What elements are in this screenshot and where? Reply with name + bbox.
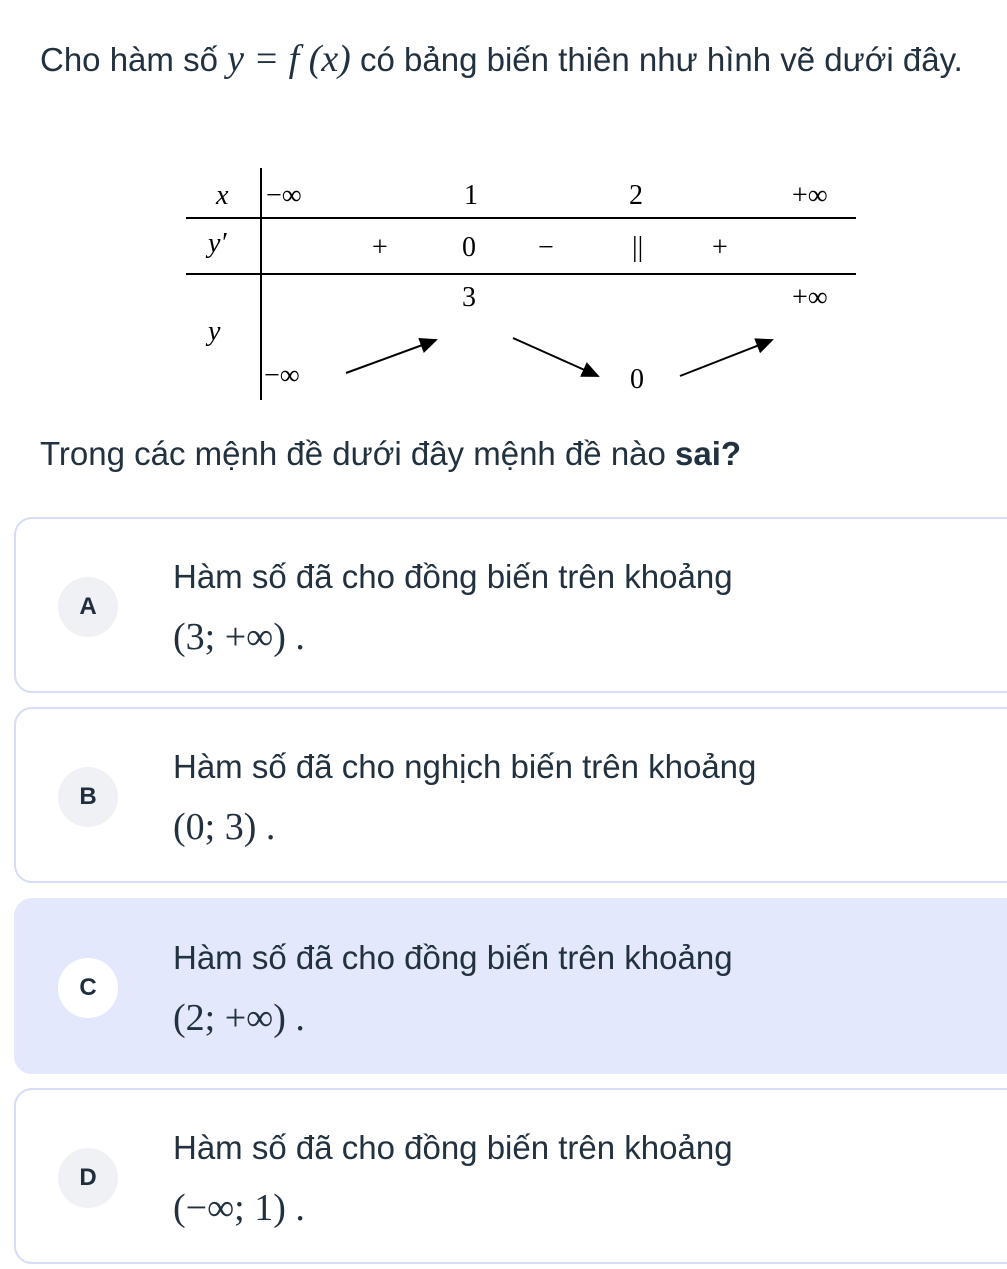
option-b-badge: B [58, 767, 118, 827]
option-d-math: (−∞; 1) . [173, 1187, 305, 1229]
question-text [40, 30, 990, 89]
option-d[interactable] [14, 1088, 1007, 1264]
option-b-text: Hàm số đã cho nghịch biến trên khoảng [173, 748, 757, 785]
y-value-max: 3 [462, 282, 476, 313]
question-text-after: có bảng biến thiên như hình vẽ dưới đây. [350, 41, 963, 78]
option-d-badge: D [58, 1148, 118, 1208]
yprime-undefined: || [632, 232, 644, 263]
option-c-text: Hàm số đã cho đồng biến trên khoảng [173, 939, 733, 976]
option-b-math: (0; 3) . [173, 806, 276, 848]
x-value-1: 1 [464, 180, 478, 211]
option-c-math: (2; +∞) . [173, 997, 305, 1039]
option-a[interactable] [14, 517, 1007, 693]
question-prompt [40, 428, 990, 480]
y-value-pos-inf: +∞ [792, 282, 828, 313]
option-a-text: Hàm số đã cho đồng biến trên khoảng [173, 558, 733, 595]
option-a-math: (3; +∞) . [173, 616, 305, 658]
option-a-badge: A [58, 577, 118, 637]
arrow-increasing-2 [680, 340, 772, 376]
x-value-neg-inf: −∞ [266, 180, 302, 211]
x-value-pos-inf: +∞ [792, 180, 828, 211]
prompt-emphasis: sai? [675, 435, 742, 472]
row-label-yprime: y′ [208, 228, 227, 259]
option-d-text: Hàm số đã cho đồng biến trên khoảng [173, 1129, 733, 1166]
option-c-badge: C [58, 958, 118, 1018]
option-b[interactable] [14, 707, 1007, 883]
row-label-x: x [216, 180, 229, 211]
y-value-min: 0 [630, 364, 644, 395]
option-c[interactable] [14, 898, 1007, 1074]
yprime-sign-2: − [538, 232, 554, 263]
x-value-2: 2 [629, 180, 643, 211]
arrow-increasing-1 [346, 340, 436, 373]
question-text-before: Cho hàm số [40, 41, 228, 78]
arrow-decreasing [513, 338, 598, 376]
prompt-text: Trong các mệnh đề dưới đây mệnh đề nào [40, 435, 676, 472]
variation-table [186, 168, 866, 408]
row-label-y: y [208, 316, 221, 347]
yprime-sign-1: + [372, 232, 388, 263]
y-value-neg-inf: −∞ [264, 360, 300, 391]
question-function: y = f (x) [227, 38, 351, 80]
yprime-sign-3: + [712, 232, 728, 263]
yprime-zero: 0 [462, 232, 476, 263]
